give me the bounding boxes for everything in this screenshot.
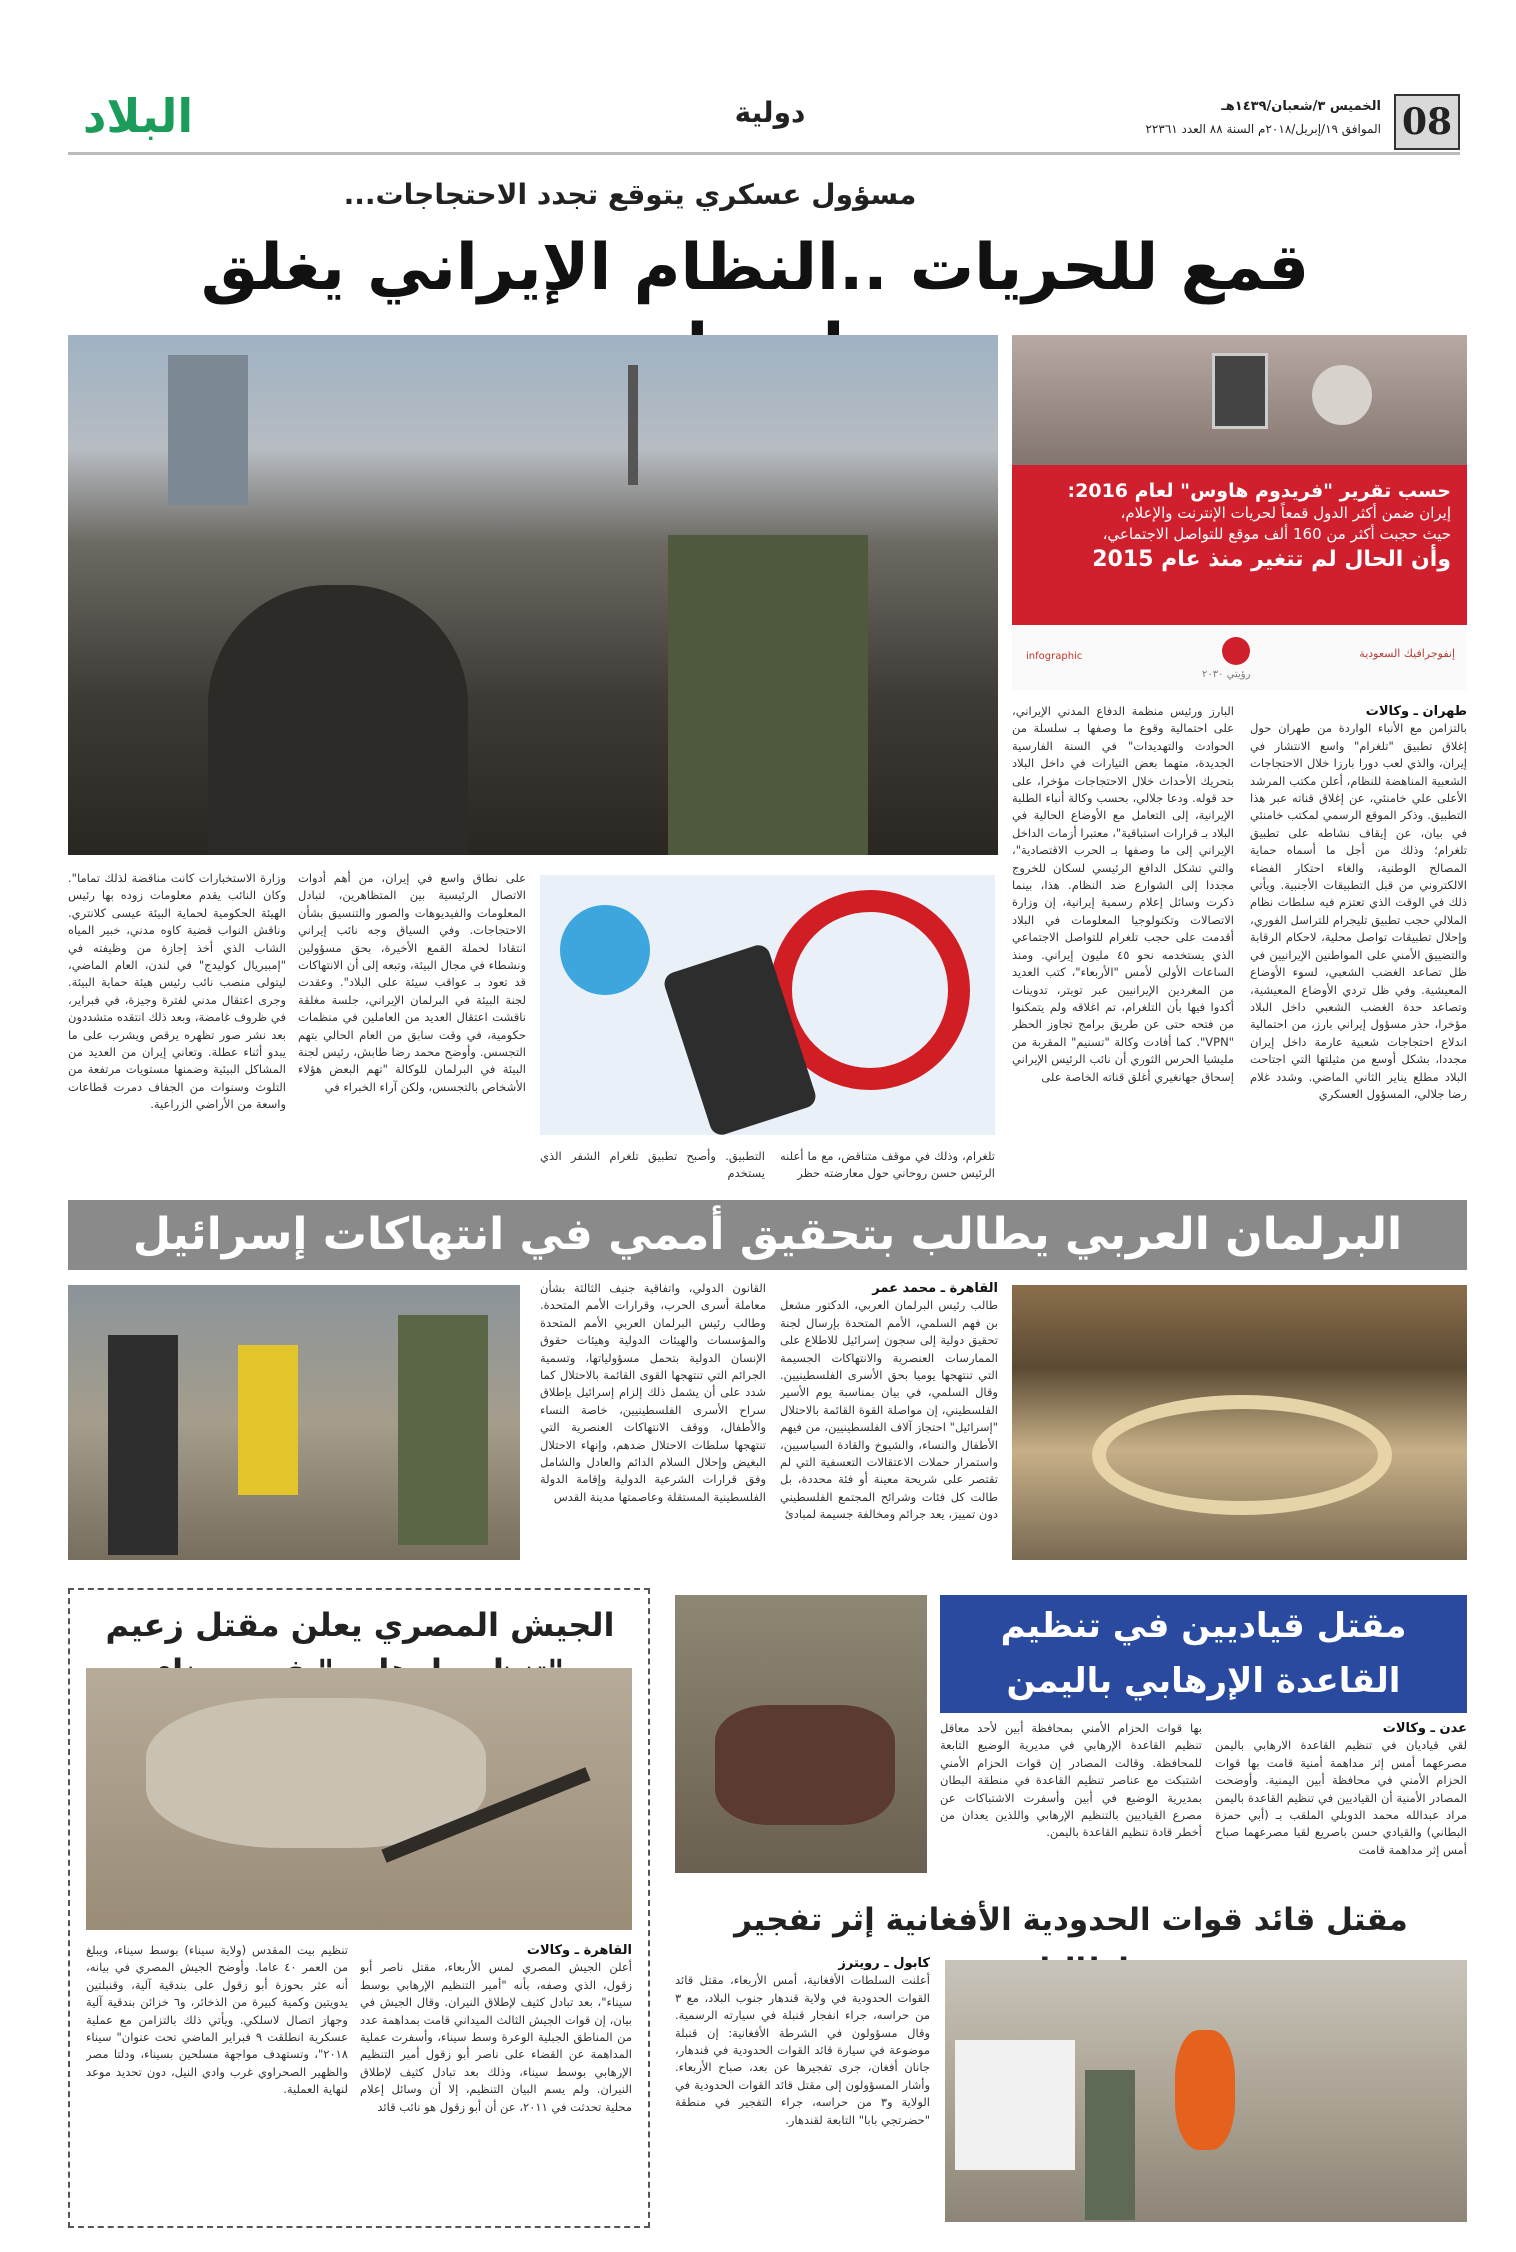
story5-col1-text: أعلنت السلطات الأفغانية، أمس الأربعاء، مقتل قائد القوات الحدودية في ولاية قندهار جنوب البلاد، مع ٣ من حراسه، جراء انفجار قنبلة في سيارته الرسمية. وقال مسؤولون في الشرطة الأفغانية: إن قنبلة موضوعة في سيارة قائد القوات الحدودية في قندهار، جانان أفغان، جرى تفجيرها عن بعد، صباح الأربعاء. وأشار المسؤولون إلى مقتل قائد القوات الحدودية في الولاية و٣ من حراسه، جراء التفجير في منطقة "حضرتجي بابا" التابعة لقندهار. (675, 1973, 930, 2127)
story3-col1-text: أعلن الجيش المصري لمس الأربعاء، مقتل ناصر أبو زقول، الذي وصفه، بأنه "أمير التنظيم الإرهابي بوسط سيناء"، بعد تبادل كثيف لإطلاق النيران. وقال الجيش في بيان، إن قوات الجيش الثالث الميداني قامت بمداهمة عدد من المناطق الجبلية الوعرة وسط سيناء، وأسفرت عملية المداهمة عن القضاء على ناصر أبو زقول أمير التنظيم الإرهابي بوسط سيناء، وذلك بعد تبادل كثيف لإطلاق النيران. ولم يسم البيان التنظيم، إلا أن وسائل إعلام محلية تحدثت في ٢٠١١، عن أن أبو زقول هو نائب قائد (360, 1960, 632, 2114)
telegram-logo-icon (560, 905, 650, 995)
section-title: دولية (734, 96, 806, 129)
story1-col3-text: تلغرام، وذلك في موقف متناقض، مع ما أعلنه الرئيس حسن روحاني حول معارضته حظر (780, 1149, 995, 1181)
infographic-logo-en: infographic (1026, 651, 1083, 662)
issue-date (1121, 96, 1381, 140)
masthead-divider (68, 152, 1460, 155)
story5-byline: كابول ـ رويترز (838, 1956, 930, 1971)
infographic-footer (1012, 625, 1467, 690)
story5-column-1 (675, 1955, 930, 2230)
page-number: 08 (1394, 94, 1460, 150)
infographic-photo (1012, 335, 1467, 485)
yemen-photo (675, 1595, 927, 1873)
kandahar-photo (945, 1960, 1467, 2222)
logo: البلاد (82, 89, 194, 143)
story1-column-6 (68, 870, 286, 1190)
parliament-photo (1012, 1285, 1467, 1560)
story3-col2-text: تنظيم بيت المقدس (ولاية سيناء) بوسط سيناء، ويبلغ من العمر ٤٠ عاما. وأوضح الجيش المصري في بيانه، أنه عثر بحوزة أبو زقول على بندقية آلية، وقنبلتين يدويتين وكمية كبيرة من الذخائر، و٦ خزائن بندقية آلية وجهاز اتصال لاسلكي. ويأتي ذلك بالتزامن مع عملية عسكرية انطلقت ٩ فبراير الماضي تحت عنوان" سيناء ٢٠١٨"، وتستهدف مواجهة مسلحين بسيناء، ودلتا مصر والظهير الصحراوي غرب وادي النيل، دون تحديد موعد لنهاية العملية. (86, 1943, 348, 2097)
infographic-logo-saudi: إنفوجرافيك السعودية (1359, 647, 1455, 660)
infographic-emblem-icon (1222, 637, 1250, 665)
story2-column-1 (780, 1280, 998, 1565)
infographic-line4: وأن الحال لم تتغير منذ عام 2015 (1092, 547, 1451, 572)
story3-column-2 (86, 1942, 348, 2220)
story5-headline: مقتل قائد قوات الحدودية الأفغانية إثر تفجير (734, 1902, 1408, 1938)
infographic-red-panel (1012, 465, 1467, 625)
story1-col6-text: وزارة الاستخبارات كانت مناقضة لذلك تماما". وكان النائب يقدم معلومات زوده بها رئيس الهيئة الحكومية لحماية البيئة عيسى كلانتري. وناقش النواب قضية كاوه مدني، خبير المياه الشاب الذي أخذ إجازة من وظيفته في "إمبيريال كوليدج" في لندن، العام الماضي، ليتولى منصب نائب رئيس هيئة حماية البيئة. وجرى اعتقال مدني لفترة وجيزة، في فبراير، في ظروف غامضة، وبعد ذلك انتقده متشددون بعد نشر صور تظهره يرقص ويشرب على ما يبدو أثناء عطلة. وتعاني إيران من العديد من المشاكل البيئية وضمنها مستويات مرتفعة من التلوث وسنوات من الجفاف دمرت قطاعات واسعة من الأراضي الزراعية. (68, 871, 286, 1112)
story1-col2-text: البارز ورئيس منظمة الدفاع المدني الإيراني، على احتمالية وقوع ما وصفها بـ سلسلة من الحوادث والتهديدات" في السنة الفارسية الجديدة، متهما بعض التيارات في داخل البلاد بتحريك الأحداث خلال الاحتجاجات مؤخرا، على حد قوله. ودعا جلالي، بحسب وكالة أنباء الطلبة الإيرانية، إلى التعامل مع الأوضاع الحالية في البلاد بـ قرارات استباقية"، معتبرا أزمات الداخل الإيراني إلى ما وصفها بـ الحرب الاقتصادية"، والتي تشكل الدافع الرئيسي لسكان للخروج مجددا إلى الشوارع ضد النظام. هذا، بينما ذكرت وسائل إعلام رسمية إيرانية، إن وزارة الاتصالات وتكنولوجيا المعلومات في البلاد أقدمت على حجب تلغرام للتواصل الاجتماعي الذي يستخدمه نحو ٤٥ مليون إيراني. ومنذ الساعات الأولى لأمس "الأربعاء"، كتب العديد من المغردين الإيرانيين عبر تويتر، تدوينات أكدوا فيها بأن التلغرام، تم اغلاقه ولم يتمكنوا من فتحه حتى عن طريق برامج تجاوز الحظر "VPN". كما أفادت وكالة "تسنيم" المقربة من مليشيا الحرس الثوري أن نائب الرئيس الإيراني إسحاق جهانغيري أغلق قناته الخاصة على (1012, 704, 1234, 1084)
story2-col2-text: القانون الدولي، واتفاقية جنيف الثالثة بشأن معاملة أسرى الحرب، وقرارات الأمم المتحدة. وطالب رئيس البرلمان العربي الأمم المتحدة والمؤسسات والهيئات الدولية وهيئات حقوق الإنسان الدولية بتحمل مسؤولياتها، وتسمية الجرائم التي تنتهجها القوى القائمة بالاحتلال كما شدد على أن يشمل ذلك إلزام إسرائيل بإطلاق سراح الأسرى الفلسطينيين، خاصة النساء والأطفال، ووقف الانتهاكات العنصرية التي تنتهجها سلطات الاحتلال ضدهم، وإنهاء الاحتلال البغيض وإحلال السلام الدائم والعادل والشامل وفق قرارات الشرعية الدولية وإقامة الدولة الفلسطينية المستقلة وعاصمتها مدينة القدس (540, 1281, 766, 1504)
story1-column-1 (1250, 703, 1467, 1268)
infographic-line3: حيث حجبت أكثر من 160 ألف موقع للتواصل الاجتماعي، (1102, 525, 1451, 543)
story1-kicker: مسؤول عسكري يتوقع تجدد الاحتجاجات... (343, 178, 917, 211)
issue-date-line2: الموافق ١٩/إبريل/٢٠١٨م السنة ٨٨ العدد ٢٢٣٦١ (1145, 122, 1381, 136)
story3-headline: الجيش المصري يعلن مقتل زعيم (105, 1606, 615, 1644)
story4-col1-text: لقي قياديان في تنظيم القاعدة الارهابي باليمن مصرعهما أمس إثر مداهمة أمنية قامت بها قوات الحزام الأمني في محافظة أبين اليمنية. وأوضحت المصادر الأمنية أن القياديين في تنظيم القاعدة باليمن مراد عبدالله محمد الدوبلي الملقب بـ (أبي حمزة البطاني) والقيادي حسن باصريع لقيا مصرعهما صباح أمس إثر مداهمة قامت (1215, 1738, 1467, 1857)
detention-photo (68, 1285, 520, 1560)
infographic (1012, 335, 1467, 690)
story4-headline-line2: القاعدة الإرهابي باليمن (1006, 1661, 1401, 1701)
story1-column-3 (780, 1148, 995, 1188)
story4-column-2 (940, 1720, 1202, 1880)
telegram-phone-photo (540, 875, 995, 1135)
story4-byline: عدن ـ وكالات (1382, 1721, 1467, 1736)
issue-date-line1: الخميس ٣/شعبان/١٤٣٩هـ (1221, 99, 1381, 114)
story1-column-4 (540, 1148, 765, 1188)
story4-column-1 (1215, 1720, 1467, 1880)
story3-column-1 (360, 1942, 632, 2220)
story1-column-2 (1012, 703, 1234, 1268)
infographic-logo-vision: رؤيتي ٢٠٣٠ (1202, 669, 1251, 680)
protest-photo (68, 335, 998, 855)
story2-col1-text: طالب رئيس البرلمان العربي، الدكتور مشعل بن فهم السلمي، الأمم المتحدة بإرسال لجنة تحقيق دولية إلى سجون إسرائيل للاطلاع على الممارسات العنصرية والانتهاكات الجسيمة التي تنتهجها يوميا بحق الأسرى الفلسطينيين. وقال السلمي، في بيان بمناسبة يوم الأسير الفلسطيني، إن مواصلة القوة القائمة بالاحتلال "إسرائيل" احتجاز آلاف الفلسطينيين، من فيهم الأطفال والنساء، والشيوخ والقادة السياسيين، واستمرار حملات الاعتقالات التعسفية التي لم تقتصر على شريحة معينة أو فئة محددة، بل طالت كل فئات وشرائح المجتمع الفلسطيني دون تمييز، يعد جرائم ومخالفة جسيمة لمبادئ (780, 1298, 998, 1522)
story1-byline: طهران ـ وكالات (1365, 704, 1467, 719)
sinai-photo (86, 1668, 632, 1930)
story2-headline: البرلمان العربي يطالب بتحقيق أممي في انتهاكات إسرائيل (132, 1209, 1403, 1260)
story4-col2-text: بها قوات الحزام الأمني بمحافظة أبين لأحد معاقل تنظيم القاعدة الإرهابي في مديرية الوضيع التابعة للمحافظة. وقالت المصادر إن قوات الحزام الأمني اشتبكت مع عناصر تنظيم القاعدة في منطقة البطان بمديرية الوضيع في أبين وأسفرت الاشتباكات عن مصرع القياديين بالتنظيم الإرهابي واللذين يعدان من أخطر قادة تنظيم القاعدة باليمن. (940, 1721, 1202, 1840)
story1-col5-text: على نطاق واسع في إيران، من أهم أدوات الاتصال الرئيسية بين المتظاهرين، لتبادل المعلومات والفيديوهات والصور والتنسيق بشأن الاحتجاجات. وفي السياق وجه نائب إيراني انتقادا لحملة القمع الأخيرة، بحق مسؤولين ونشطاء في مجال البيئة، وتبعه إلى أن الانتهاكات قد تعود بـ عواقب سيئة على البلاد". وعقدت لجنة البيئة في البرلمان الإيراني، جلسة مغلقة ناقشت اعتقال العديد من العاملين في منظمات حكومية، في وقت سابق من العام الحالي بتهم التجسس. وأوضح محمد رضا طابش، رئيس لجنة البيئة في البرلمان للوكالة "تهم البعض هؤلاء الأشخاص بالتجسس، ولكن آراء الخبراء في (298, 871, 526, 1094)
story2-headline-band (68, 1200, 1467, 1270)
infographic-line1: حسب تقرير "فريدوم هاوس" لعام 2016: (1067, 480, 1451, 502)
infographic-line2: إيران ضمن أكثر الدول قمعاً لحريات الإنترنت والإعلام، (1120, 504, 1451, 522)
story1-column-5 (298, 870, 526, 1190)
story1-col1-text: بالتزامن مع الأنباء الواردة من طهران حول إغلاق تطبيق "تلغرام" واسع الانتشار في إيران، والذي لعب دورا بارزا خلال الاحتجاجات الشعبية المناهضة للنظام، أعلن مكتب المرشد الأعلى علي خامنئي، عن إغلاق قناته عبر هذا التطبيق. وذكر الموقع الرسمي لمكتب خامنئي في بيان، عن إيقاف نشاطه على تطبيق تلغرام؛ وذلك من أجل ما أسماه حماية المصالح الوطنية، والغاء احتكار الفضاء الالكتروني من قبل التطبيقات الأجنبية. ويأتي ذلك في الوقت الذي تعتزم فيه سلطات نظام الملالي حجب تطبيق تليجرام للتراسل الفوري، وإحلال تطبيقات تواصل محلية، لاحكام الرقابة والتضييق الأمني على المواطنين الإيرانيين في ظل تصاعد الغضب الشعبي، لسوء الأوضاع المعيشية. وفي ظل تردي الأوضاع المعيشية، وتصاعد حدة الغضب الشعبي داخل البلاد مؤخرا، حذر مسؤول إيراني بارز، من احتمالية اندلاع احتجاجات شعبية عارمة داخل إيران مجددا، بشكل أوسع من مثيلتها التي اجتاحت البلاد مطلع يناير الثاني الماضي. وشدد غلام رضا جلالي، المسؤول العسكري (1250, 721, 1467, 1101)
story1-headline: قمع للحريات ..النظام الإيراني يغلق (200, 231, 1310, 305)
story1-col4-text: التطبيق. وأصبح تطبيق تلغرام الشفر الذي يستخدم (540, 1149, 765, 1181)
story3-byline: القاهرة ـ وكالات (526, 1943, 632, 1958)
story2-byline: القاهرة ـ محمد عمر (872, 1281, 998, 1296)
story4-headline-line1: مقتل قياديين في تنظيم (1000, 1606, 1407, 1646)
story4-headline-band (940, 1595, 1467, 1713)
story2-column-2 (540, 1280, 766, 1565)
